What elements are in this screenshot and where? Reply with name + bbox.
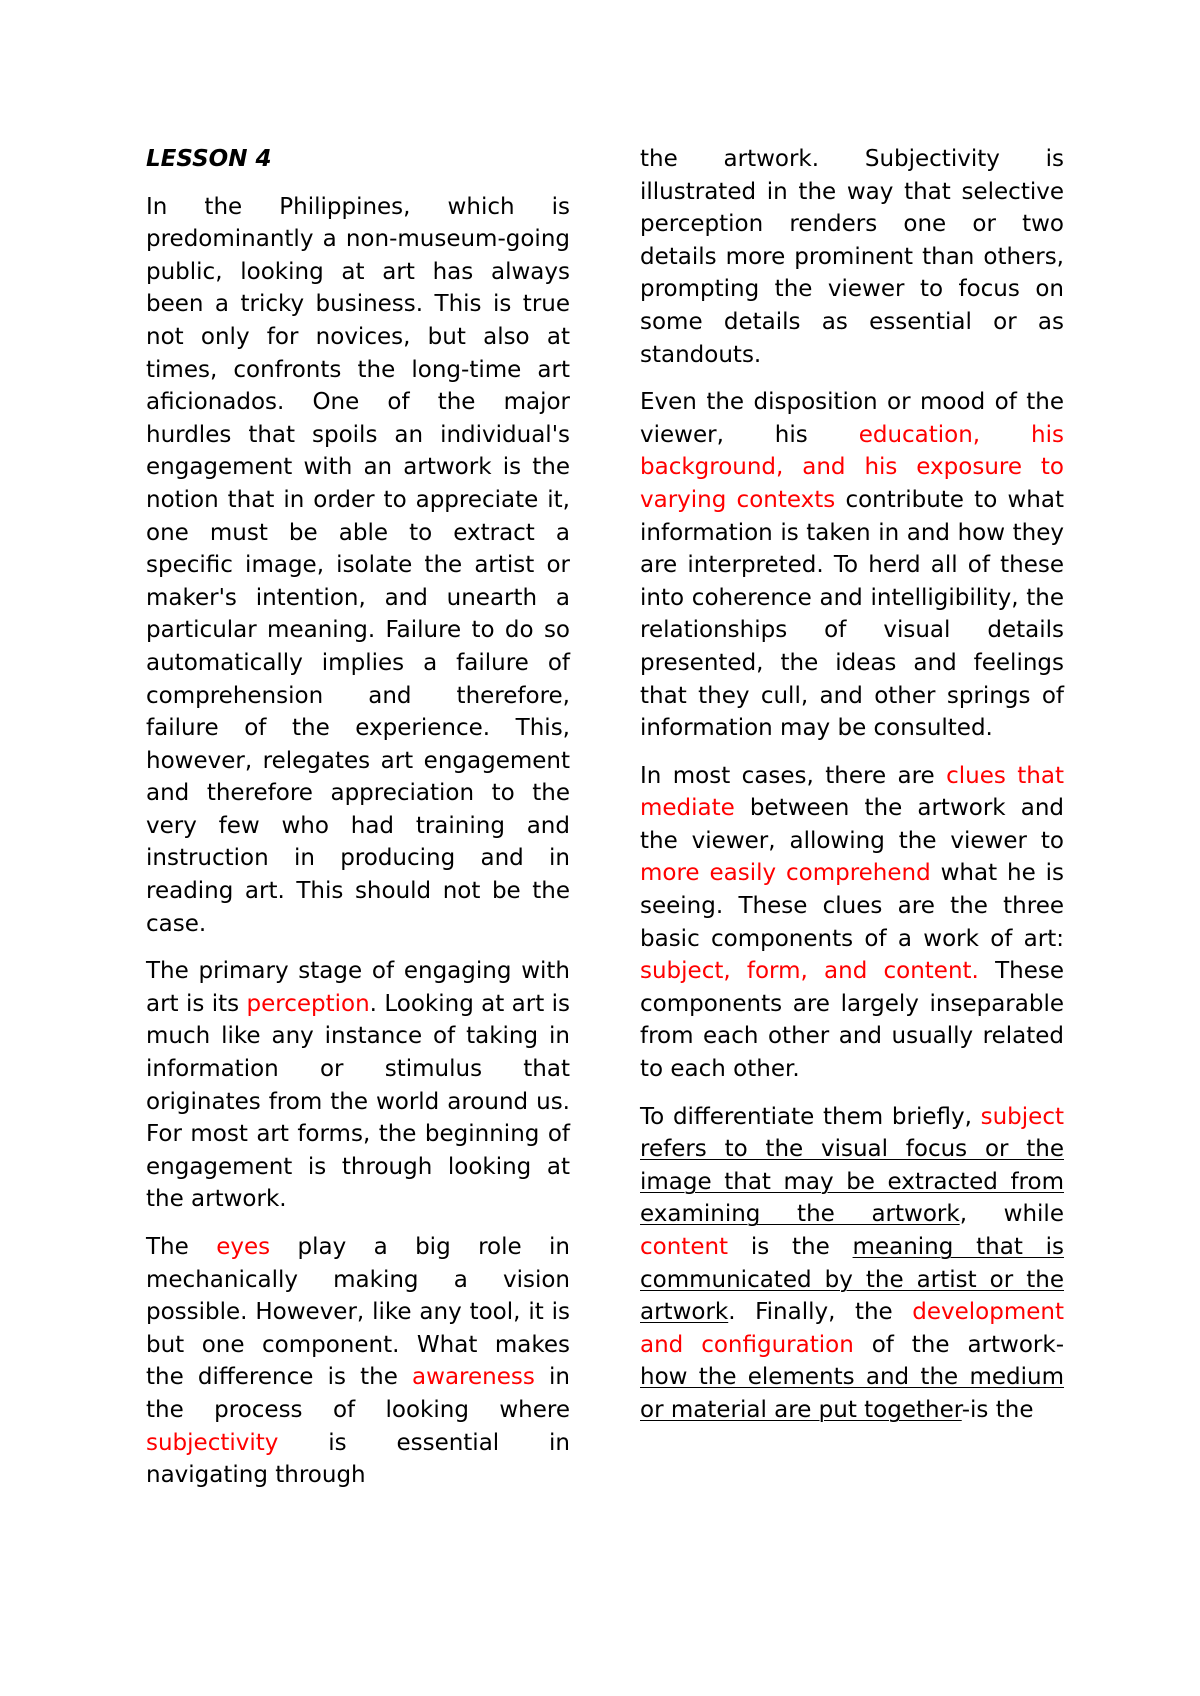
highlight-subjectivity: subjectivity [146, 1429, 279, 1456]
text-run: The primary stage of engaging with art is its [146, 958, 570, 1017]
highlight-subject: subject [980, 1103, 1064, 1130]
highlight-clues: clues that mediate [640, 762, 1064, 822]
text-run: of the artwork- [853, 1331, 1064, 1358]
highlight-awareness: awareness [412, 1364, 535, 1391]
highlight-components: subject, form, and content. [640, 958, 979, 985]
highlight-education: education, his background, and his exposure to varying contexts [640, 421, 1064, 513]
underline-subject-definition: refers to the visual focus or the image that may be extracted from examining the artwork [640, 1136, 1064, 1228]
paragraph-perception [146, 955, 570, 1216]
text-run: . Finally, the [728, 1299, 913, 1326]
right-column [640, 143, 1064, 1442]
text-run: contribute to what information is taken in and how they are interpreted. To herd all of these into coherence and intelligibility, the relationships of visual details presented, the ideas and feelings that they cull, and other springs of information may be consulted. [640, 486, 1064, 742]
text-run: play a big role in mechanically making a vision possible. However, like any tool, it is but one component. What makes the difference is the [146, 1234, 571, 1391]
text-run: in the process of looking where [146, 1364, 570, 1423]
left-column [146, 143, 570, 1507]
text-run: -is the [961, 1396, 1034, 1423]
text-run: what he is seeing. These clues are the three basic components of a work of art: [640, 860, 1064, 952]
paragraph-eyes [146, 1231, 570, 1492]
text-run: In most cases, there are [640, 762, 947, 789]
text-run: is the [728, 1234, 853, 1260]
paragraph-disposition [640, 386, 1064, 745]
highlight-eyes: eyes [216, 1234, 271, 1260]
text-run: These components are largely inseparable from each other and usually related to each other. [640, 958, 1064, 1083]
highlight-perception: perception [246, 990, 370, 1017]
paragraph-differentiate [640, 1101, 1064, 1427]
paragraph-intro: In the Philippines, which is predominantly a non-museum-going public, looking at art has always been a tricky business. This is true not only for novices, but also at times, confronts the long-time art aficionados. One of the major hurdles that spoils an individual's engagement with an artwork is the notion that in order to appreciate it, one must be able to extract a specific image, isolate the artist or maker's intention, and unearth a particular meaning. Failure to do so automatically implies a failure of comprehension and therefore, failure of the experience. This, however, relegates art engagement and therefore appreciation to the very few who had training and instruction in producing and in reading art. This should not be the case. [146, 193, 570, 937]
text-run: between the artwork and the viewer, allowing the viewer to [640, 795, 1064, 854]
paragraph-subjectivity: the artwork. Subjectivity is illustrated in the way that selective perception renders one or two details more prominent than others, prompting the viewer to focus on some details as essential or as standouts. [640, 146, 1064, 368]
paragraph-clues [640, 760, 1064, 1086]
text-run: . Looking at art is much like any instance of taking in information or stimulus that originates from the world around us. For most art forms, the beginning of engagement is through looking at the artwork. [146, 990, 570, 1213]
highlight-content: content [640, 1234, 729, 1260]
highlight-comprehend: more easily comprehend [640, 860, 931, 887]
text-run: , while [959, 1201, 1064, 1228]
text-run: is essential in navigating through [146, 1429, 570, 1489]
text-run: Even the disposition or mood of the viewer, his [640, 389, 1064, 448]
highlight-development: development and configuration [640, 1299, 1064, 1358]
text-run: To differentiate them briefly, [640, 1103, 981, 1130]
lesson-title: LESSON 4 [146, 146, 272, 172]
text-run: The [146, 1234, 217, 1260]
underline-form-definition: how the elements and the medium or material are put together [640, 1364, 1064, 1423]
underline-content-definition: meaning that is communicated by the artist or the artwork [640, 1234, 1064, 1326]
